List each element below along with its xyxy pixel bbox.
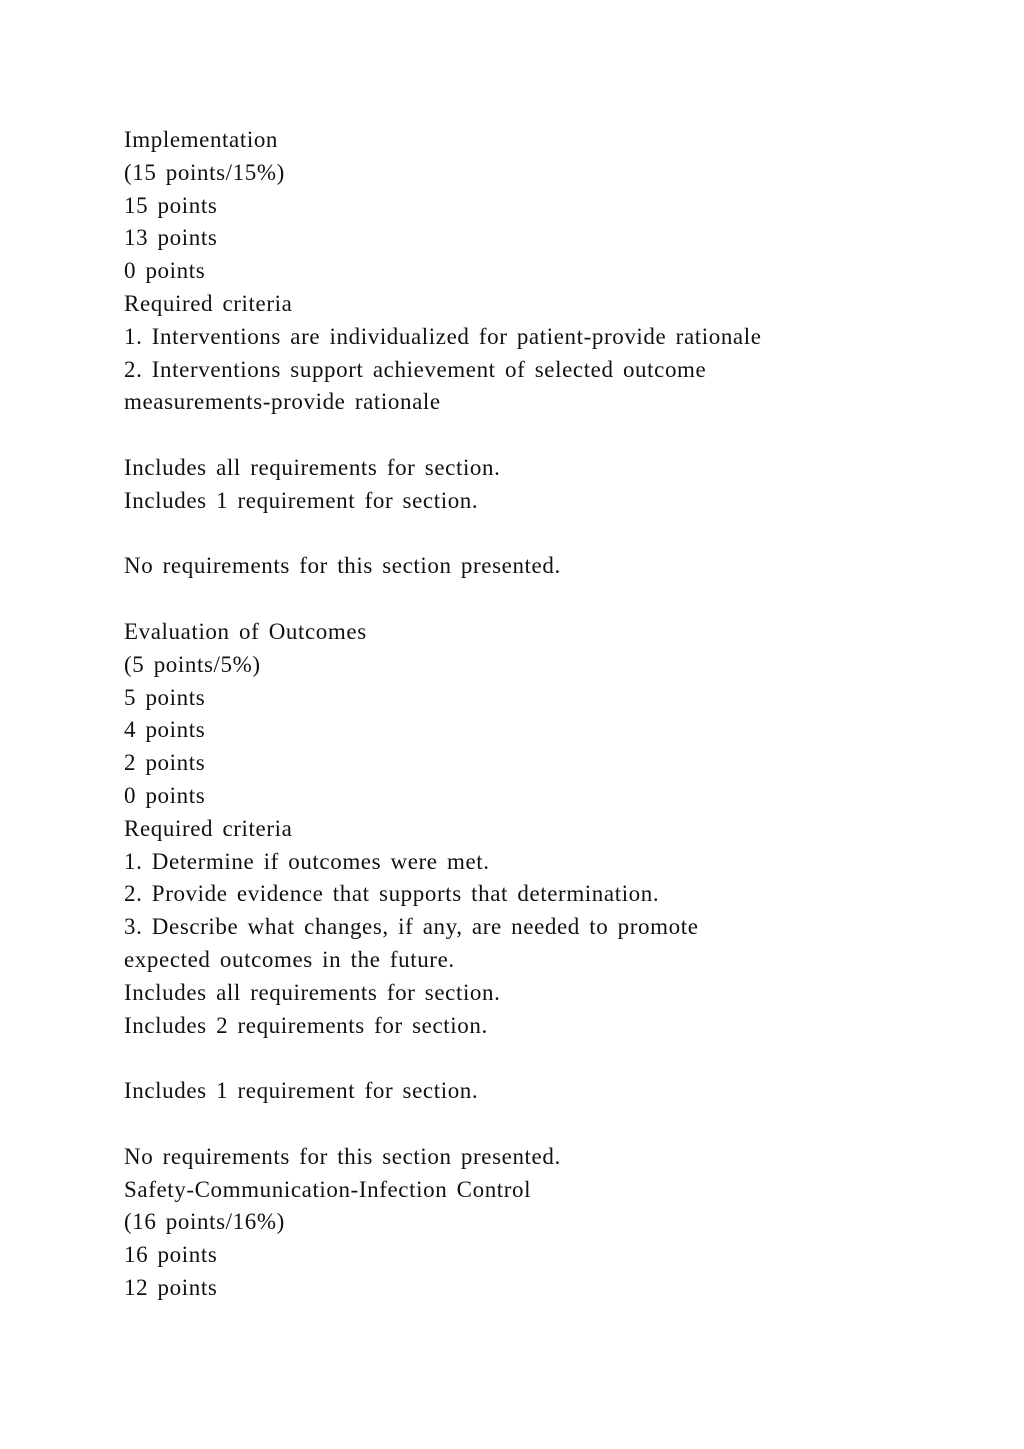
- required-criteria-heading: Required criteria: [124, 290, 293, 316]
- level-description: Includes all requirements for section.: [124, 979, 501, 1005]
- section-weight: (15 points/15%): [124, 159, 285, 185]
- criterion-item: 2. Interventions support achievement of selected outcome: [124, 356, 707, 382]
- blank-line: [124, 419, 1004, 452]
- document-body: [124, 124, 1004, 1305]
- level-description: Includes 1 requirement for section.: [124, 487, 479, 513]
- blank-line: [124, 583, 1004, 616]
- level-description: Includes 2 requirements for section.: [124, 1012, 488, 1038]
- required-criteria-heading: Required criteria: [124, 815, 293, 841]
- score-level: 15 points: [124, 192, 218, 218]
- score-level: 0 points: [124, 258, 206, 284]
- blank-line: [124, 518, 1004, 551]
- section-weight: (5 points/5%): [124, 651, 261, 677]
- score-level: 0 points: [124, 782, 206, 808]
- score-level: 12 points: [124, 1274, 218, 1300]
- criterion-item: 1. Determine if outcomes were met.: [124, 848, 490, 874]
- blank-line: [124, 1108, 1004, 1141]
- criterion-item-continuation: measurements-provide rationale: [124, 389, 441, 415]
- score-level: 16 points: [124, 1242, 218, 1268]
- section-title-implementation: Implementation: [124, 127, 279, 152]
- level-description: Includes 1 requirement for section.: [124, 1078, 479, 1104]
- criterion-item-continuation: expected outcomes in the future.: [124, 946, 455, 972]
- level-description: No requirements for this section presented.: [124, 1143, 561, 1169]
- score-level: 5 points: [124, 684, 206, 710]
- level-description: Includes all requirements for section.: [124, 454, 501, 480]
- section-weight: (16 points/16%): [124, 1209, 285, 1235]
- criterion-item: 1. Interventions are individualized for patient-provide rationale: [124, 323, 762, 349]
- section-title-evaluation-of-outcomes: Evaluation of Outcomes: [124, 618, 367, 644]
- criterion-item: 2. Provide evidence that supports that determination.: [124, 881, 660, 907]
- blank-line: [124, 1042, 1004, 1075]
- score-level: 4 points: [124, 717, 206, 743]
- criterion-item: 3. Describe what changes, if any, are needed to promote: [124, 914, 699, 940]
- score-level: 2 points: [124, 750, 206, 776]
- score-level: 13 points: [124, 225, 218, 251]
- section-title-safety-communication-infection-control: Safety-Communication-Infection Control: [124, 1176, 532, 1202]
- level-description: No requirements for this section presented.: [124, 553, 561, 579]
